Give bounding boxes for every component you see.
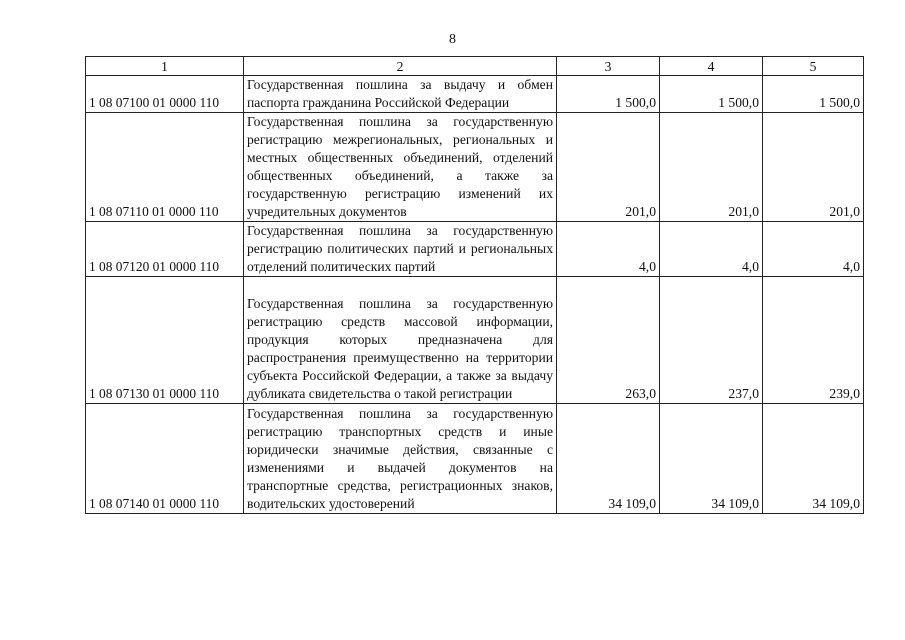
value-col-3: 1 500,0 (557, 76, 660, 113)
value-col-5: 201,0 (763, 113, 864, 222)
value-col-4: 201,0 (660, 113, 763, 222)
revenue-name: Государственная пошлина за государственную регистрацию средств массовой информации, продукция которых предназначена для распространения преимущественно на территории субъекта Российской Федерации, а также за выдачу дубликата свидетельства о такой регистрации (244, 277, 557, 404)
classification-code: 1 08 07100 01 0000 110 (86, 76, 244, 113)
value-col-3: 34 109,0 (557, 404, 660, 514)
revenue-name: Государственная пошлина за государственную регистрацию политических партий и региональных отделений политических партий (244, 222, 557, 277)
page-number: 8 (449, 32, 456, 47)
revenue-name: Государственная пошлина за государственную регистрацию транспортных средств и иные юридически значимые действия, связанные с изменениями и выдачей документов на транспортные средства, регистрационных знаков, водительских удостоверений (244, 404, 557, 514)
column-header-1: 1 (86, 57, 244, 76)
table-row (86, 222, 864, 277)
classification-code: 1 08 07130 01 0000 110 (86, 277, 244, 404)
table-row (86, 76, 864, 113)
column-header-5: 5 (763, 57, 864, 76)
table-row (86, 404, 864, 514)
value-col-4: 4,0 (660, 222, 763, 277)
table-row (86, 113, 864, 222)
table-header-row (86, 57, 864, 76)
value-col-4: 34 109,0 (660, 404, 763, 514)
value-col-5: 239,0 (763, 277, 864, 404)
value-col-3: 263,0 (557, 277, 660, 404)
value-col-4: 1 500,0 (660, 76, 763, 113)
value-col-3: 201,0 (557, 113, 660, 222)
value-col-5: 1 500,0 (763, 76, 864, 113)
column-header-3: 3 (557, 57, 660, 76)
table-row (86, 277, 864, 404)
value-col-5: 34 109,0 (763, 404, 864, 514)
value-col-5: 4,0 (763, 222, 864, 277)
classification-code: 1 08 07110 01 0000 110 (86, 113, 244, 222)
value-col-4: 237,0 (660, 277, 763, 404)
classification-code: 1 08 07120 01 0000 110 (86, 222, 244, 277)
revenue-name: Государственная пошлина за выдачу и обмен паспорта гражданина Российской Федерации (244, 76, 557, 113)
revenue-name: Государственная пошлина за государственную регистрацию межрегиональных, региональных и местных общественных объединений, отделений общественных объединений, а также за государственную регистрацию изменений их учредительных документов (244, 113, 557, 222)
budget-revenue-table (85, 56, 864, 514)
value-col-3: 4,0 (557, 222, 660, 277)
column-header-4: 4 (660, 57, 763, 76)
classification-code: 1 08 07140 01 0000 110 (86, 404, 244, 514)
column-header-2: 2 (244, 57, 557, 76)
